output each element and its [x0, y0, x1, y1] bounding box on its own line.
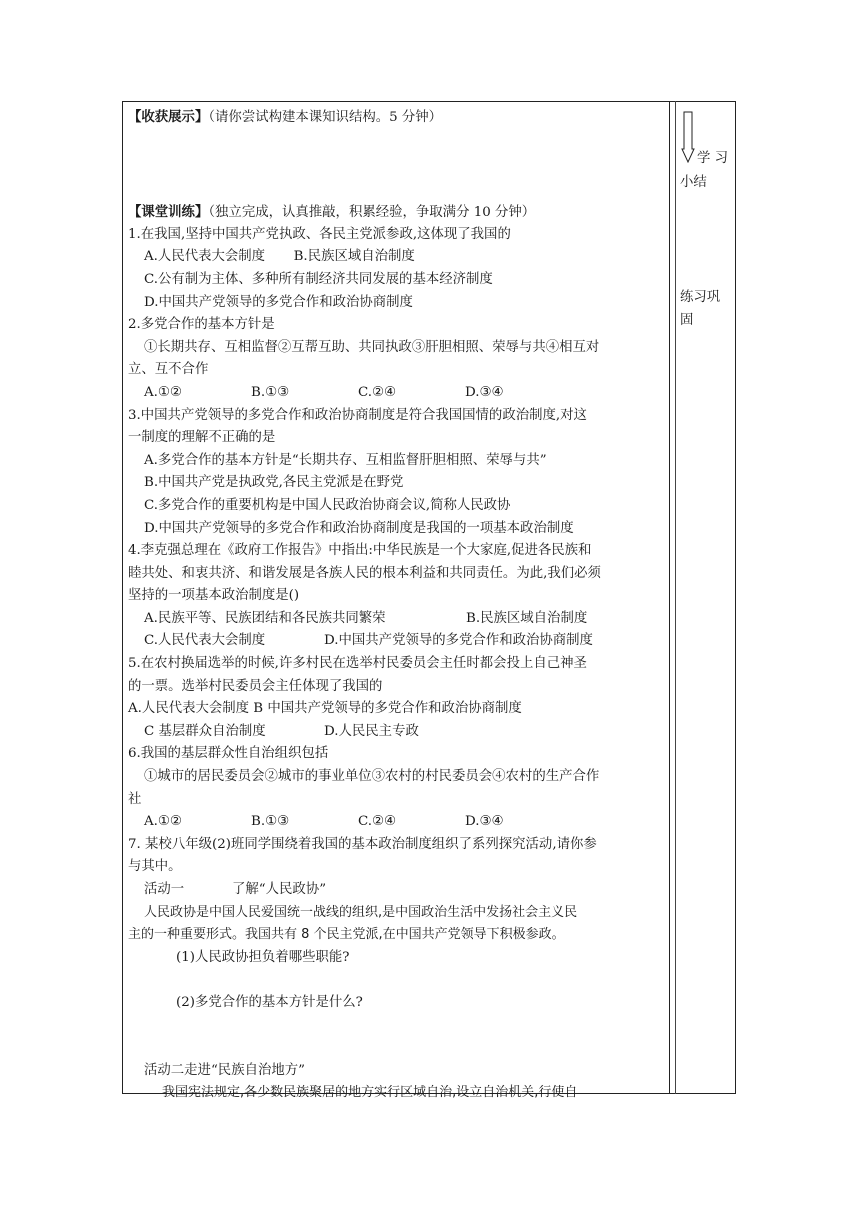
q5-options-ab: A.人民代表大会制度 B 中国共产党领导的多党合作和政治协商制度 — [128, 701, 522, 717]
q6-options — [128, 811, 666, 834]
q2-option-a: A.①② — [144, 384, 182, 400]
q2-option-b: B.①③ — [251, 384, 290, 400]
q4-stem-line3: 坚持的一项基本政治制度是() — [128, 588, 300, 604]
q7-activity2-text: 我国宪法规定,各少数民族聚居的地方实行区域自治,设立自治机关,行使自 — [162, 1085, 578, 1101]
q3-option-a: A.多党合作的基本方针是“长期共存、互相监督肝胆相照、荣辱与共” — [144, 452, 547, 468]
q4-option-d: D.中国共产党领导的多党合作和政治协商制度 — [324, 633, 593, 649]
side-label-summary-line1: 学 习 — [697, 151, 729, 166]
q6-option-d: D.③④ — [465, 814, 504, 830]
q2-stem: 2.多党合作的基本方针是 — [128, 317, 275, 333]
q6-option-a: A.①② — [144, 814, 182, 830]
q7-activity1-heading — [128, 879, 666, 902]
q6-option-c: C.②④ — [358, 814, 397, 830]
q2-option-c: C.②④ — [358, 384, 397, 400]
q1-option-d: D.中国共产党领导的多党合作和政治协商制度 — [144, 294, 413, 310]
q7-stem-line1: 7. 某校八年级(2)班同学围绕着我国的基本政治制度组织了系列探究活动,请你参 — [128, 836, 597, 852]
q6-items-line2: 社 — [128, 791, 142, 807]
q5-stem-line2: 的一票。选举村民委员会主任体现了我国的 — [128, 678, 383, 694]
q1-option-b: B.民族区域自治制度 — [293, 249, 415, 265]
q2-items-line1: ①长期共存、互相监督②互帮互助、共同执政③肝胆相照、荣辱与共④相互对 — [144, 339, 600, 355]
q7-subquestion-2: (2)多党合作的基本方针是什么? — [176, 994, 363, 1010]
q7-activity1-text-line1: 人民政协是中国人民爱国统一战线的组织,是中国政治生活中发扬社会主义民 — [144, 904, 578, 920]
q4-option-a: A.民族平等、民族团结和各民族共同繁荣 — [144, 610, 386, 626]
q7-activity2-heading: 活动二走进“民族自治地方” — [144, 1062, 305, 1078]
q4-options-ab — [128, 608, 666, 631]
q1-stem: 1.在我国,坚持中国共产党执政、各民主党派参政,这体现了我国的 — [128, 226, 511, 242]
q4-option-b: B.民族区域自治制度 — [466, 610, 588, 626]
q4-stem-line2: 睦共处、和衷共济、和谐发展是各族人民的根本利益和共同责任。为此,我们必须 — [128, 565, 601, 581]
practice-section — [128, 201, 666, 224]
harvest-section — [128, 106, 666, 129]
q7-activity1-title: 了解“人民政协” — [232, 882, 327, 897]
side-label-summary-line2: 小结 — [680, 175, 707, 190]
q6-stem: 6.我国的基层群众性自治组织包括 — [128, 746, 329, 762]
q7-activity1-label: 活动一 — [144, 882, 185, 897]
harvest-heading: 【收获展示】 — [128, 109, 209, 125]
q5-option-d: D.人民民主专政 — [324, 723, 419, 739]
q3-option-d: D.中国共产党领导的多党合作和政治协商制度是我国的一项基本政治制度 — [144, 520, 574, 536]
q1-option-a: A.人民代表大会制度 — [144, 249, 266, 265]
q5-stem-line1: 5.在农村换届选举的时候,许多村民在选举村民委员会主任时都会投上自己神圣 — [128, 656, 587, 672]
q3-stem-line1: 3.中国共产党领导的多党合作和政治协商制度是符合我国国情的政治制度,对这 — [128, 407, 587, 423]
practice-heading: 【课堂训练】 — [128, 204, 209, 221]
q3-option-b: B.中国共产党是执政党,各民主党派是在野党 — [144, 475, 404, 491]
side-label-practice-line1: 练习巩 — [680, 290, 721, 305]
q7-subquestion-1: (1)人民政协担负着哪些职能? — [176, 949, 350, 965]
q1-option-c: C.公有制为主体、多种所有制经济共同发展的基本经济制度 — [144, 271, 493, 287]
q2-option-d: D.③④ — [465, 384, 504, 400]
side-label-practice-line2: 固 — [680, 313, 694, 328]
q4-stem-line1: 4.李克强总理在《政府工作报告》中指出:中华民族是一个大家庭,促进各民族和 — [128, 543, 592, 559]
q5-options-cd — [128, 721, 666, 744]
q7-stem-line2: 与其中。 — [128, 859, 182, 875]
q3-stem-line2: 一制度的理解不正确的是 — [128, 430, 276, 446]
q3-option-c: C.多党合作的重要机构是中国人民政治协商会议,简称人民政协 — [144, 497, 511, 513]
practice-note: （独立完成，认真推敲，积累经验，争取满分 10 分钟） — [208, 205, 536, 221]
q4-option-c: C.人民代表大会制度 — [144, 633, 266, 649]
q2-items-line2: 立、互不合作 — [128, 362, 209, 378]
q2-options — [128, 382, 666, 405]
main-column — [128, 106, 666, 1105]
q6-option-b: B.①③ — [251, 814, 290, 830]
column-divider — [669, 101, 670, 1094]
q5-option-c: C 基层群众自治制度 — [144, 723, 266, 739]
q6-items-line1: ①城市的居民委员会②城市的事业单位③农村的村民委员会④农村的生产合作 — [144, 769, 600, 785]
harvest-note: （请你尝试构建本课知识结构。5 分钟） — [208, 110, 443, 125]
q4-options-cd — [128, 630, 666, 653]
column-divider-inner — [675, 101, 676, 1094]
q7-activity1-text-line2: 主的一种重要形式。我国共有 8 个民主党派,在中国共产党领导下积极参政。 — [128, 927, 565, 943]
q1-options-ab — [128, 246, 666, 269]
